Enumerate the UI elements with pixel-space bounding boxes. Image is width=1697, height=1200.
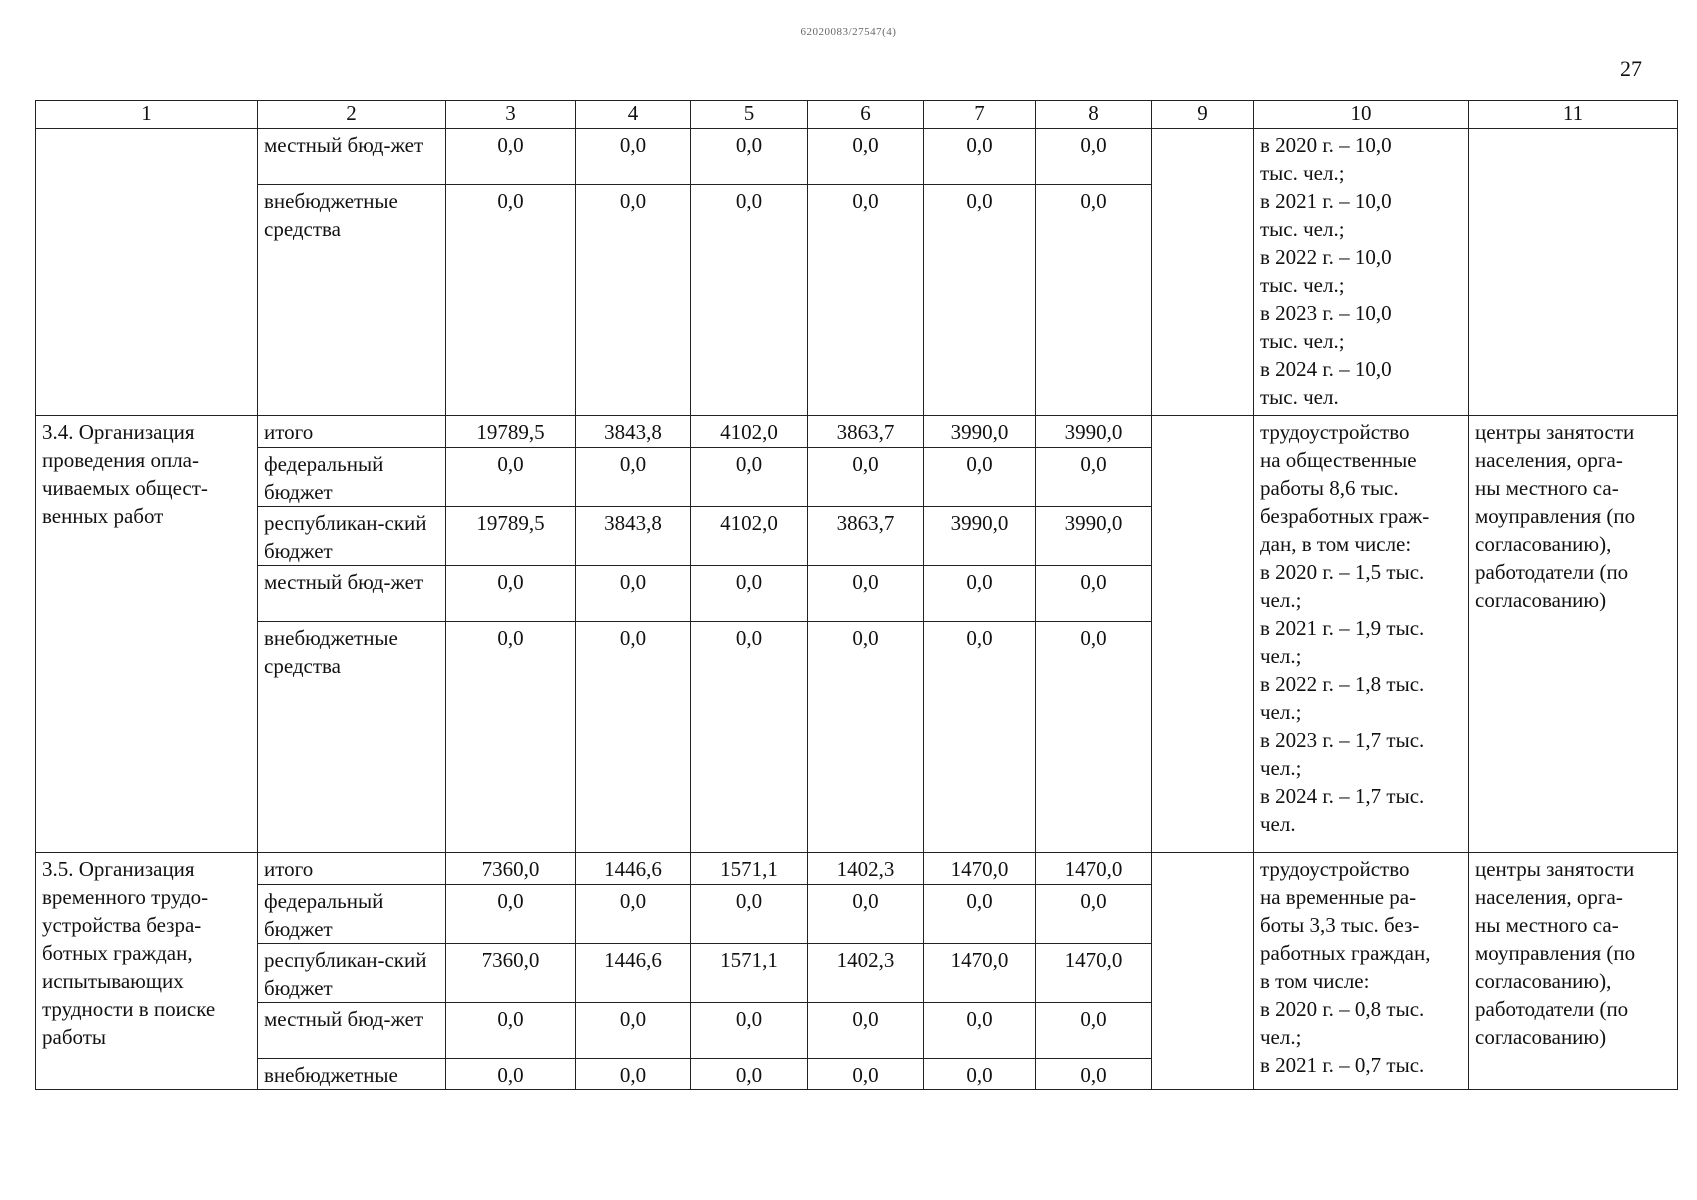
funding-source: федеральный бюджет [258,448,446,507]
result-text-line: трудоустройство [1260,420,1410,444]
amount-cell: 0,0 [446,622,576,853]
result-text-line: в 2023 г. – 10,0 [1260,301,1392,325]
funding-source: федеральный бюджет [258,885,446,944]
amount-cell: 3990,0 [924,507,1036,566]
amount-cell: 1402,3 [808,853,924,885]
funding-source: внебюджетные [258,1059,446,1090]
measure-name: 3.4. Организация проведения опла-чиваемых общест-венных работ [36,416,258,853]
amount-cell: 1571,1 [691,944,808,1003]
funding-source: итого [258,853,446,885]
col-header: 2 [258,101,446,129]
amount-cell: 0,0 [808,185,924,416]
amount-cell: 0,0 [808,448,924,507]
amount-cell: 0,0 [576,885,691,944]
amount-cell: 0,0 [1036,1059,1152,1090]
amount-cell: 0,0 [576,129,691,185]
result-text-line: на общественные [1260,448,1417,472]
amount-cell: 0,0 [924,448,1036,507]
responsible-text-line: центры занятости [1475,857,1635,881]
amount-cell: 1470,0 [924,853,1036,885]
responsible-text [1469,416,1678,853]
amount-cell: 0,0 [808,1059,924,1090]
result-text-line: в 2022 г. – 1,8 тыс. [1260,672,1425,696]
amount-cell: 7360,0 [446,853,576,885]
responsible-text-line: согласованию), [1475,969,1612,993]
measure-name: 3.5. Организация временного трудо-устройства безра-ботных граждан, испытывающих трудности в поиске работы [36,853,258,1090]
result-text [1254,416,1469,853]
result-text-line: в 2020 г. – 10,0 [1260,133,1392,157]
amount-cell: 0,0 [576,622,691,853]
amount-cell: 0,0 [924,1003,1036,1059]
responsible-text-line: моуправления (по [1475,941,1636,965]
responsible-text-line: населения, орга- [1475,885,1623,909]
responsible-text-line: населения, орга- [1475,448,1623,472]
col-header: 1 [36,101,258,129]
document-id: 62020083/27547(4) [800,26,897,38]
amount-cell: 0,0 [1036,622,1152,853]
program-table [35,100,1678,1090]
amount-cell: 0,0 [691,1059,808,1090]
result-text-line: тыс. чел.; [1260,273,1345,297]
result-text-line: чел.; [1260,756,1302,780]
result-text-line: в 2023 г. – 1,7 тыс. [1260,728,1425,752]
amount-cell: 0,0 [691,185,808,416]
amount-cell: 0,0 [446,129,576,185]
funding-source: республикан-ский бюджет [258,944,446,1003]
amount-cell: 0,0 [924,622,1036,853]
responsible-text-line: согласованию) [1475,588,1607,612]
result-text-line: чел.; [1260,700,1302,724]
amount-cell: 3843,8 [576,507,691,566]
amount-cell: 0,0 [691,448,808,507]
amount-cell: 0,0 [924,129,1036,185]
result-text-line: чел.; [1260,644,1302,668]
responsible-text-line: ны местного са- [1475,476,1619,500]
amount-cell: 0,0 [1036,1003,1152,1059]
col9-cell [1152,416,1254,853]
result-text-line: чел.; [1260,588,1302,612]
result-text-line: работных граждан, [1260,941,1431,965]
result-text [1254,853,1469,1090]
responsible-text-line: моуправления (по [1475,504,1636,528]
col-header: 3 [446,101,576,129]
amount-cell: 0,0 [446,1003,576,1059]
result-text-line: тыс. чел. [1260,385,1339,409]
amount-cell: 1446,6 [576,944,691,1003]
responsible-text-line: согласованию), [1475,532,1612,556]
col-header: 4 [576,101,691,129]
amount-cell: 1402,3 [808,944,924,1003]
responsible-text-line: работодатели (по [1475,997,1629,1021]
amount-cell: 3863,7 [808,507,924,566]
amount-cell: 0,0 [1036,129,1152,185]
result-text-line: тыс. чел.; [1260,329,1345,353]
amount-cell: 3843,8 [576,416,691,448]
col9-cell [1152,853,1254,1090]
amount-cell: 0,0 [808,1003,924,1059]
result-text-line: работы 8,6 тыс. [1260,476,1399,500]
responsible-text [1469,853,1678,1090]
result-text [1254,129,1469,416]
amount-cell: 1470,0 [924,944,1036,1003]
col9-cell [1152,129,1254,416]
result-text-line: в 2021 г. – 10,0 [1260,189,1392,213]
result-text-line: в 2022 г. – 10,0 [1260,245,1392,269]
responsible-text-line: согласованию) [1475,1025,1607,1049]
responsible-text-line: центры занятости [1475,420,1635,444]
amount-cell: 19789,5 [446,416,576,448]
col-header: 7 [924,101,1036,129]
measure-name [36,129,258,416]
funding-source: республикан-ский бюджет [258,507,446,566]
amount-cell: 0,0 [691,885,808,944]
amount-cell: 0,0 [446,566,576,622]
amount-cell: 0,0 [691,566,808,622]
result-text-line: в 2021 г. – 1,9 тыс. [1260,616,1425,640]
funding-source: итого [258,416,446,448]
amount-cell: 4102,0 [691,507,808,566]
result-text-line: трудоустройство [1260,857,1410,881]
amount-cell: 0,0 [691,622,808,853]
table-row [36,129,1678,185]
result-text-line: на временные ра- [1260,885,1417,909]
result-text-line: в 2024 г. – 1,7 тыс. [1260,784,1425,808]
amount-cell: 0,0 [924,885,1036,944]
amount-cell: 3990,0 [1036,507,1152,566]
funding-source: местный бюд-жет [258,566,446,622]
amount-cell: 3990,0 [924,416,1036,448]
responsible-text [1469,129,1678,416]
amount-cell: 0,0 [1036,885,1152,944]
col-header: 9 [1152,101,1254,129]
responsible-text-line: работодатели (по [1475,560,1629,584]
result-text-line: чел. [1260,812,1296,836]
amount-cell: 0,0 [446,448,576,507]
amount-cell: 0,0 [446,885,576,944]
amount-cell: 3863,7 [808,416,924,448]
result-text-line: тыс. чел.; [1260,161,1345,185]
result-text-line: чел.; [1260,1025,1302,1049]
result-text-line: в 2020 г. – 0,8 тыс. [1260,997,1425,1021]
amount-cell: 0,0 [1036,566,1152,622]
result-text-line: в том числе: [1260,969,1370,993]
amount-cell: 7360,0 [446,944,576,1003]
amount-cell: 0,0 [446,185,576,416]
amount-cell: 0,0 [576,566,691,622]
funding-source: внебюджетные средства [258,622,446,853]
amount-cell: 1470,0 [1036,853,1152,885]
col-header: 6 [808,101,924,129]
result-text-line: тыс. чел.; [1260,217,1345,241]
amount-cell: 0,0 [1036,448,1152,507]
result-text-line: боты 3,3 тыс. без- [1260,913,1420,937]
amount-cell: 3990,0 [1036,416,1152,448]
amount-cell: 0,0 [576,185,691,416]
amount-cell: 0,0 [1036,185,1152,416]
amount-cell: 1470,0 [1036,944,1152,1003]
amount-cell: 0,0 [691,129,808,185]
amount-cell: 19789,5 [446,507,576,566]
amount-cell: 0,0 [691,1003,808,1059]
amount-cell: 0,0 [446,1059,576,1090]
amount-cell: 1571,1 [691,853,808,885]
result-text-line: в 2024 г. – 10,0 [1260,357,1392,381]
responsible-text-line: ны местного са- [1475,913,1619,937]
amount-cell: 0,0 [924,185,1036,416]
amount-cell: 4102,0 [691,416,808,448]
amount-cell: 0,0 [808,129,924,185]
amount-cell: 0,0 [924,566,1036,622]
header-row [36,101,1678,129]
funding-source: местный бюд-жет [258,1003,446,1059]
amount-cell: 0,0 [808,566,924,622]
funding-source: внебюджетные средства [258,185,446,416]
result-text-line: дан, в том числе: [1260,532,1412,556]
amount-cell: 0,0 [924,1059,1036,1090]
amount-cell: 0,0 [808,885,924,944]
table-body [36,101,1678,1090]
amount-cell: 0,0 [808,622,924,853]
result-text-line: в 2021 г. – 0,7 тыс. [1260,1053,1425,1077]
col-header: 8 [1036,101,1152,129]
col-header: 11 [1469,101,1678,129]
amount-cell: 0,0 [576,1003,691,1059]
table-row [36,416,1678,448]
page-number: 27 [1620,56,1642,81]
result-text-line: в 2020 г. – 1,5 тыс. [1260,560,1425,584]
funding-source: местный бюд-жет [258,129,446,185]
result-text-line: безработных граж- [1260,504,1430,528]
col-header: 10 [1254,101,1469,129]
amount-cell: 1446,6 [576,853,691,885]
amount-cell: 0,0 [576,448,691,507]
table-row [36,853,1678,885]
amount-cell: 0,0 [576,1059,691,1090]
col-header: 5 [691,101,808,129]
